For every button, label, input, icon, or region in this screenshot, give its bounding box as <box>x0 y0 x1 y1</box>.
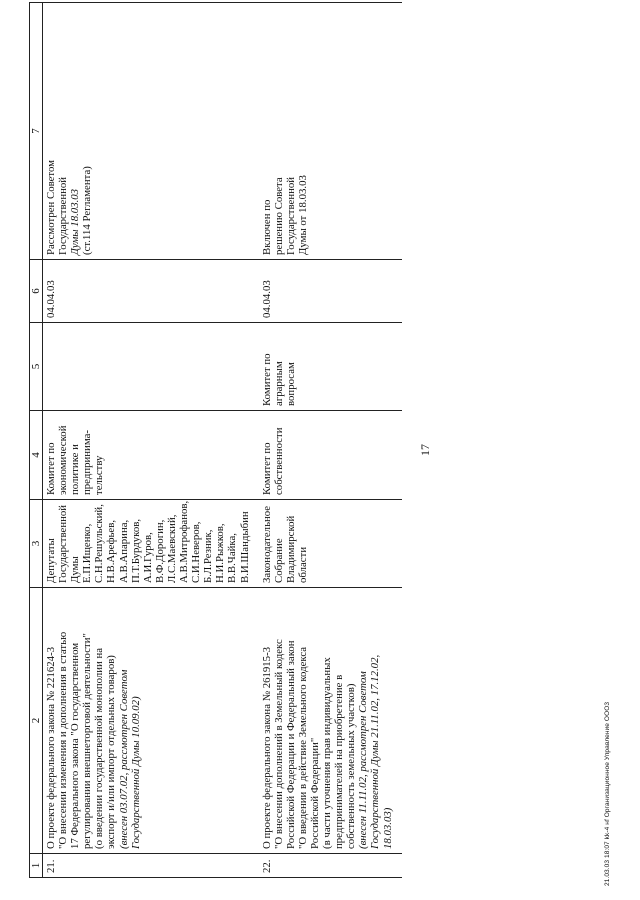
initiator-line: Б.Л.Резник, <box>202 529 215 583</box>
co-committee-line: аграрным <box>272 361 285 406</box>
committee-cell <box>259 411 402 500</box>
table-header-row <box>30 3 43 878</box>
note-cell <box>43 3 259 260</box>
bill-description-line: предпринимателей на приобретение в <box>333 674 346 849</box>
note-line: Рассмотрен Советом <box>45 159 57 255</box>
col-header: 3 <box>30 500 43 588</box>
co-committee-line: Комитет по <box>260 353 273 406</box>
page-number: 17 <box>418 444 432 456</box>
bill-description-line: "О внесении дополнений в Земельный кодекс <box>272 639 285 849</box>
bill-description-cell <box>43 588 259 854</box>
date-value: 04.04.03 <box>260 280 273 318</box>
initiator-line: А.В.Митрофанов, <box>178 500 191 583</box>
committee-line: политике и <box>69 444 82 495</box>
bill-description-line: экспорт и/или импорт отдельных товаров) <box>105 655 118 849</box>
committee-line: тельству <box>93 455 106 495</box>
initiator-line: Владимирской <box>284 515 297 583</box>
committee-line: Комитет по <box>260 442 273 495</box>
row-number: 22. <box>260 859 273 873</box>
bill-description-line: (о введении государственной монополии на <box>93 647 106 849</box>
date-value: 04.04.03 <box>45 280 57 318</box>
initiator-line: Собрание <box>272 538 285 583</box>
bill-description-line: Российской Федерации" <box>308 737 321 849</box>
col-header: 5 <box>30 323 43 411</box>
co-committee-line: вопросам <box>284 362 297 406</box>
co-committee-cell <box>43 323 259 411</box>
committee-line: собственности <box>272 427 285 495</box>
bill-description-line: О проекте федерального закона № 221624-3 <box>45 646 57 849</box>
committee-line: Комитет по <box>45 442 57 495</box>
initiator-line: С.И.Неверов, <box>190 521 203 583</box>
bill-description-line: (внесен 03.07.02, рассмотрен Советом <box>117 669 130 849</box>
note-line: Государственной <box>284 176 297 255</box>
initiator-line: С.Н.Решульский, <box>93 504 106 583</box>
bill-description-line: 18.03.03) <box>381 807 394 849</box>
bill-description-line: Государственной Думы 21.11.02, 17.12.02, <box>369 654 382 849</box>
initiator-line: Е.П.Ищенко, <box>81 523 94 583</box>
initiator-line: Законодательное <box>260 505 273 583</box>
note-line: Думы от 18.03.03 <box>296 175 309 255</box>
table-row <box>43 3 259 878</box>
bill-description-line: О проекте федерального закона № 261915-3 <box>260 646 273 849</box>
initiator-line: Л.С.Маевский, <box>165 514 178 583</box>
bill-description-line: "О внесении изменения и дополнения в статью <box>57 631 70 849</box>
footer-print-stamp: 21.03.03 18:07 kk-4 нf Организационное Управление ООО3 <box>604 701 611 886</box>
co-committee-cell <box>259 323 402 411</box>
bill-table <box>29 2 402 878</box>
note-cell <box>259 3 402 260</box>
note-line: (ст.114 Регламента) <box>81 166 94 255</box>
initiator-line: А.В.Апарина, <box>117 519 130 583</box>
note-line: Думы 18.03.03 <box>69 188 82 255</box>
note-line: Включен по <box>260 199 273 255</box>
initiator-line: В.В.Чайка, <box>226 533 239 583</box>
bill-description-line: (в части уточнения прав индивидуальных <box>321 657 334 849</box>
initiator-line: Думы <box>69 556 82 583</box>
date-cell <box>43 260 259 323</box>
committee-line: экономической <box>57 425 70 495</box>
committee-line: предпринима- <box>81 430 94 495</box>
col-header: 4 <box>30 411 43 500</box>
row-number-cell <box>259 854 402 878</box>
note-line: Государственной <box>57 176 70 255</box>
initiator-cell <box>259 500 402 588</box>
bill-description-line: 17 Федерального закона "О государственном <box>69 642 82 849</box>
col-header: 1 <box>30 854 43 878</box>
initiator-line: В.И.Шандыбин <box>238 511 251 583</box>
bill-description-cell <box>259 588 402 854</box>
initiator-line: В.Ф.Дорогин, <box>153 519 166 583</box>
initiator-line: Государственной <box>57 504 70 583</box>
row-number-cell <box>43 854 259 878</box>
col-header: 6 <box>30 260 43 323</box>
bill-description-line: собственность земельных участков) <box>345 683 358 849</box>
initiator-line: П.Т.Бурдуков, <box>129 518 142 583</box>
bill-description-line: Российской Федерации и Федеральный закон <box>284 640 297 849</box>
initiator-line: Н.В.Арефьев, <box>105 519 118 583</box>
initiator-line: области <box>296 546 309 583</box>
bill-description-line: "О введении в действие Земельного кодекса <box>296 646 309 849</box>
bill-description-line: Государственной Думы 10.09.02) <box>129 696 142 849</box>
note-line: решению Совета <box>272 177 285 255</box>
date-cell <box>259 260 402 323</box>
bill-description-line: (внесен 11.11.02, рассмотрен Советом <box>357 671 370 849</box>
initiator-line: Н.И.Рыжков, <box>214 523 227 583</box>
initiator-cell <box>43 500 259 588</box>
initiator-line: А.И.Гуров, <box>141 532 154 583</box>
col-header: 7 <box>30 3 43 260</box>
table-row <box>259 3 402 878</box>
row-number: 21. <box>45 859 57 873</box>
initiator-line: Депутаты <box>45 538 57 583</box>
bill-description-line: регулировании внешнеторговой деятельности" <box>81 633 94 849</box>
col-header: 2 <box>30 588 43 854</box>
committee-cell <box>43 411 259 500</box>
